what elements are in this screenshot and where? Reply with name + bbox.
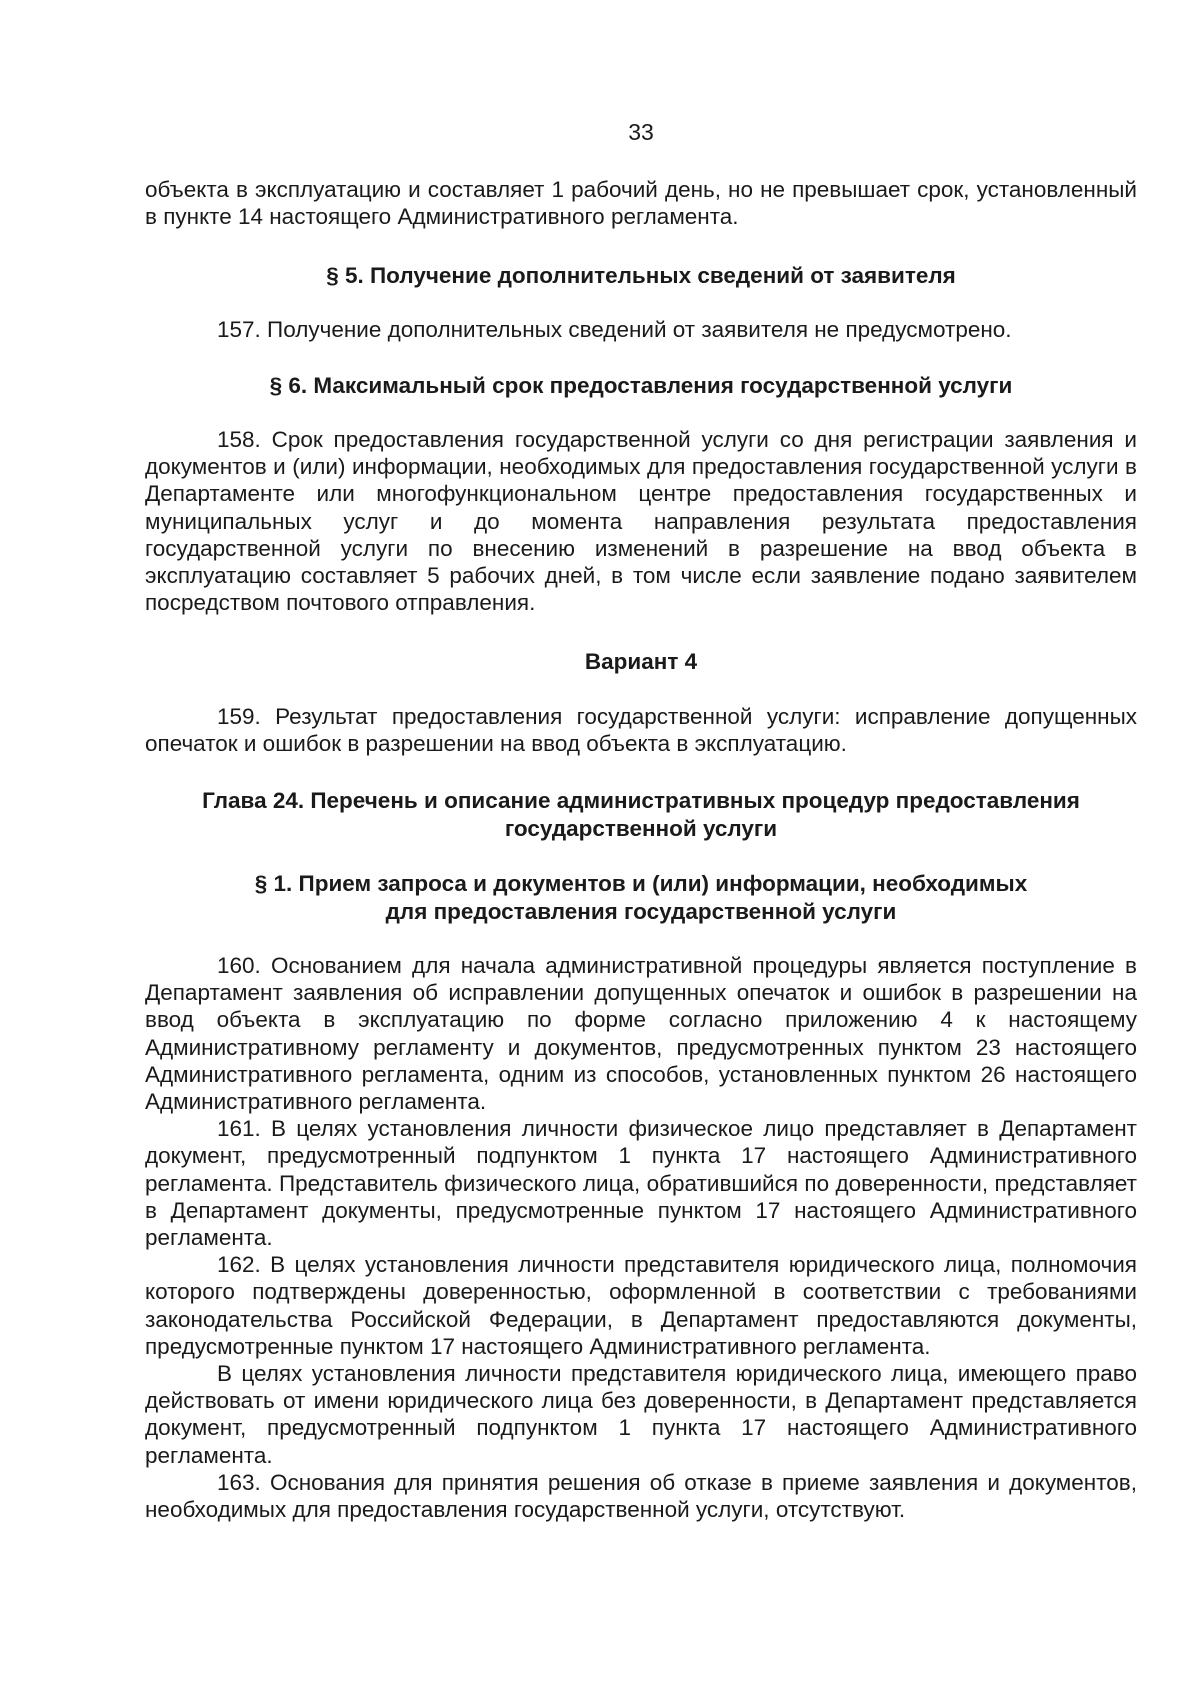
paragraph-160: 160. Основанием для начала административной процедуры является поступление в Департамент заявления об исправлении допущенных опечаток и ошибок в разрешении на ввод объекта в эксплуатацию по форме согласно приложению 4 к настоящему Административному регламенту и документов, предусмотренных пунктом 23 настоящего Административного регламента, одним из способов, установленных пунктом 26 настоящего Административного регламента. [145, 953, 1137, 1115]
section-6-heading: § 6. Максимальный срок предоставления государственной услуги [269, 373, 1013, 398]
document-page [145, 0, 1137, 1681]
paragraph-161: 161. В целях установления личности физическое лицо представляет в Департамент документ, предусмотренный подпунктом 1 пункта 17 настоящего Административного регламента. Представитель физического лица, обратившийся по доверенности, представляет в Департамент документы, предусмотренные пунктом 17 настоящего Административного регламента. [145, 1116, 1137, 1251]
chapter-24-heading: Глава 24. Перечень и описание административных процедур предоставления государственной услуги [202, 788, 1080, 841]
paragraph-159-block [145, 703, 1137, 757]
intro-paragraph-block [145, 176, 1137, 230]
variant-4-heading: Вариант 4 [584, 649, 698, 674]
page-number: 33 [628, 119, 654, 145]
paragraph-157: 157. Получение дополнительных сведений от заявителя не предусмотрено. [217, 317, 1012, 342]
section-1-body [145, 952, 1137, 1523]
paragraph-157-block [145, 316, 1137, 343]
intro-paragraph: объекта в эксплуатацию и составляет 1 рабочий день, но не превышает срок, установленный в пункте 14 настоящего Административного регламента. [145, 177, 1137, 230]
section-5-heading: § 5. Получение дополнительных сведений от заявителя [326, 263, 956, 288]
paragraph-158-block [145, 426, 1137, 616]
paragraph-158: 158. Срок предоставления государственной услуги со дня регистрации заявления и документов и (или) информации, необходимых для предоставления государственной услуги в Департаменте или многофункциональном центре предоставления государственных и муниципальных услуг и до момента направления результата предоставления государственной услуги по внесению изменений в разрешение на ввод объекта в эксплуатацию составляет 5 рабочих дней, в том числе если заявление подано заявителем посредством почтового отправления. [145, 427, 1137, 616]
paragraph-163: 163. Основания для принятия решения об отказе в приеме заявления и документов, необходимых для предоставления государственной услуги, отсутствуют. [145, 1469, 1137, 1523]
section-1-heading: § 1. Прием запроса и документов и (или) информации, необходимых для предоставления государственной услуги [254, 871, 1028, 924]
paragraph-162-continuation: В целях установления личности представителя юридического лица, имеющего право действовать от имени юридического лица без доверенности, в Департамент представляется документ, предусмотренный подпунктом 1 пункта 17 настоящего Административного регламента. [145, 1361, 1137, 1468]
paragraph-159: 159. Результат предоставления государственной услуги: исправление допущенных опечаток и ошибок в разрешении на ввод объекта в эксплуатацию. [145, 704, 1137, 757]
paragraph-162: 162. В целях установления личности представителя юридического лица, полномочия которого подтверждены доверенностью, оформленной в соответствии с требованиями законодательства Российской Федерации, в Департамент предоставляются документы, предусмотренные пунктом 17 настоящего Административного регламента. [145, 1252, 1137, 1359]
